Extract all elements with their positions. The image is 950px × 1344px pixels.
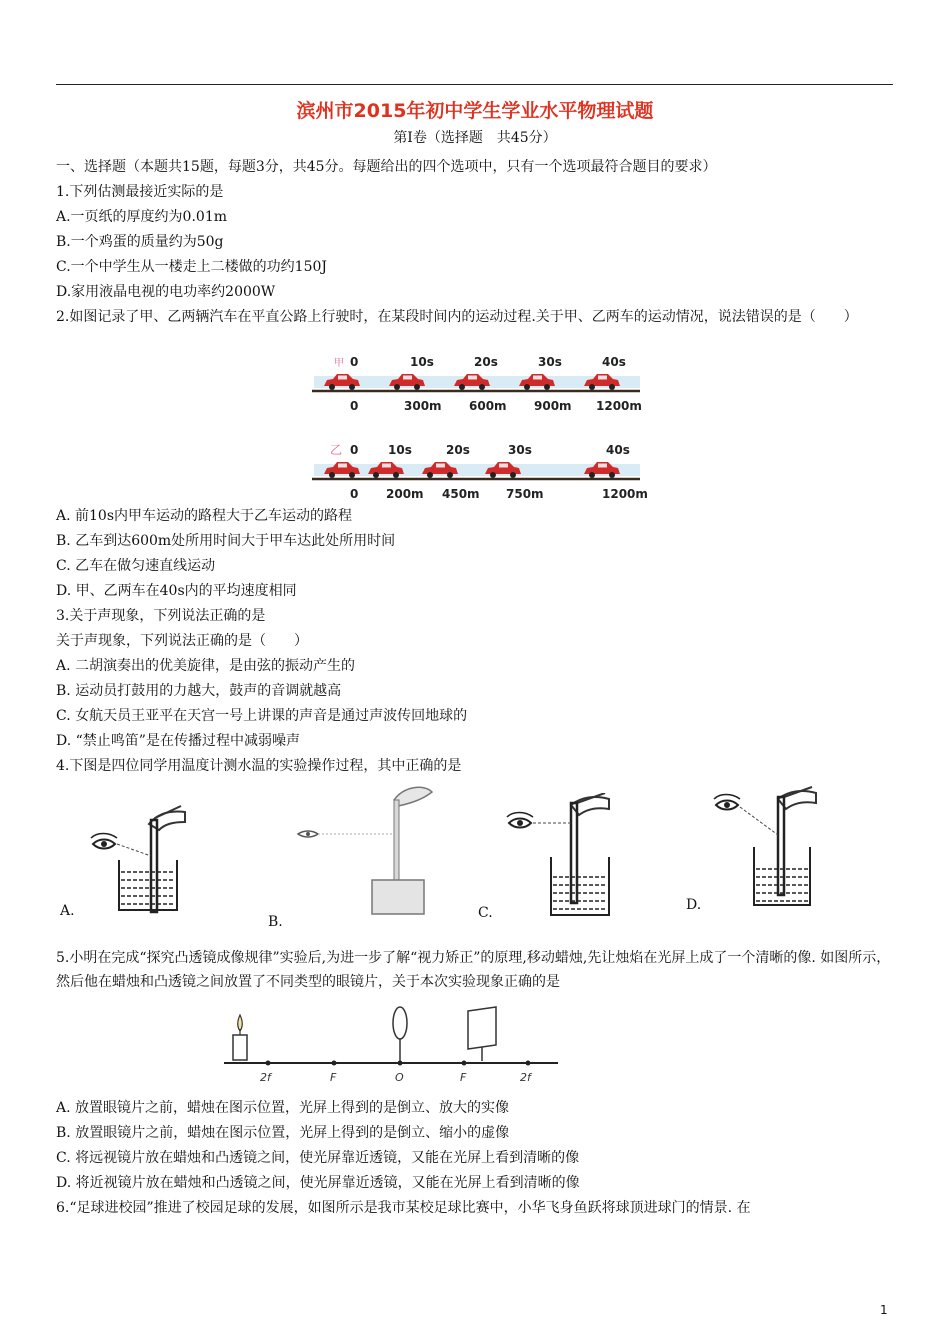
- jia-time-30: 30s: [538, 355, 562, 369]
- label-f-right: F: [460, 1071, 467, 1084]
- q3-stem: 3.关于声现象，下列说法正确的是: [56, 608, 266, 624]
- lens-bench-figure: [224, 1005, 564, 1087]
- q2-stem: 2.如图记录了甲、乙两辆汽车在平直公路上行驶时，在某段时间内的运动过程.关于甲、乙两车的运动情况，说法错误的是（ ）: [56, 309, 858, 325]
- q4-label-d: D.: [686, 897, 702, 913]
- jia-dist-900: 900m: [534, 399, 572, 413]
- header-rule: [56, 84, 893, 85]
- q3-option-a: A. 二胡演奏出的优美旋律，是由弦的振动产生的: [56, 658, 356, 674]
- yi-dist-1200: 1200m: [602, 487, 648, 501]
- q2-option-a: A. 前10s内甲车运动的路程大于乙车运动的路程: [56, 508, 353, 524]
- yi-dist-450: 450m: [442, 487, 480, 501]
- label-f-left: F: [330, 1071, 337, 1084]
- q1-option-d: D.家用液晶电视的电功率约2000W: [56, 284, 276, 300]
- q3-stem-repeat: 关于声现象，下列说法正确的是（ ）: [56, 633, 308, 649]
- q5-option-a: A. 放置眼镜片之前，蜡烛在图示位置，光屏上得到的是倒立、放大的实像: [56, 1100, 510, 1116]
- q4-stem: 4.下图是四位同学用温度计测水温的实验操作过程，其中正确的是: [56, 758, 462, 774]
- q1-option-a: A.一页纸的厚度约为0.01m: [56, 209, 228, 225]
- yi-time-40: 40s: [606, 443, 630, 457]
- yi-dist-200: 200m: [386, 487, 424, 501]
- thermometer-figure-c: [505, 793, 635, 918]
- yi-dist-0: 0: [350, 487, 359, 501]
- thermometer-figure-a: [85, 800, 195, 915]
- page-subtitle: 第Ⅰ卷（选择题 共45分）: [393, 130, 557, 146]
- q5-option-b: B. 放置眼镜片之前，蜡烛在图示位置，光屏上得到的是倒立、缩小的虚像: [56, 1125, 510, 1141]
- q4-label-c: C.: [478, 905, 493, 921]
- car-yi-label: 乙: [330, 443, 343, 457]
- thermometer-figure-d: [710, 785, 840, 910]
- yi-dist-750: 750m: [506, 487, 544, 501]
- q5-stem: 5.小明在完成“探究凸透镜成像规律”实验后,为进一步了解“视力矫正”的原理,移动蜡烛,先让烛焰在光屏上成了一个清晰的像. 如图所示，然后他在蜡烛和凸透镜之间放置了不同类型的眼镜片，关于本次实验现象正确的是: [56, 950, 891, 990]
- page-title: 滨州市2015年初中学生学业水平物理试题: [296, 100, 654, 122]
- label-2f-left: 2f: [260, 1071, 271, 1084]
- car-jia-label: 甲: [334, 358, 344, 369]
- jia-time-20: 20s: [474, 355, 498, 369]
- q1-option-b: B.一个鸡蛋的质量约为50g: [56, 234, 224, 250]
- q3-option-c: C. 女航天员王亚平在天宫一号上讲课的声音是通过声波传回地球的: [56, 708, 468, 724]
- jia-dist-600: 600m: [469, 399, 507, 413]
- yi-time-0: 0: [350, 443, 359, 457]
- yi-time-30: 30s: [508, 443, 532, 457]
- label-2f-right: 2f: [520, 1071, 531, 1084]
- q1-option-c: C.一个中学生从一楼走上二楼做的功约150J: [56, 259, 327, 275]
- q3-option-d: D. “禁止鸣笛”是在传播过程中减弱噪声: [56, 733, 300, 749]
- jia-dist-300: 300m: [404, 399, 442, 413]
- q5-option-c: C. 将远视镜片放在蜡烛和凸透镜之间，使光屏靠近透镜，又能在光屏上看到清晰的像: [56, 1150, 580, 1166]
- jia-time-40: 40s: [602, 355, 626, 369]
- q6-stem: 6.“足球进校园”推进了校园足球的发展，如图所示是我市某校足球比赛中，小华飞身鱼跃将球顶进球门的情景. 在: [56, 1200, 751, 1216]
- page-number: 1: [880, 1303, 888, 1317]
- q2-option-d: D. 甲、乙两车在40s内的平均速度相同: [56, 583, 297, 599]
- q4-label-b: B.: [268, 914, 283, 930]
- jia-time-10: 10s: [410, 355, 434, 369]
- q4-label-a: A.: [60, 903, 75, 919]
- q2-option-b: B. 乙车到达600m处所用时间大于甲车达此处所用时间: [56, 533, 396, 549]
- section-intro: 一、选择题（本题共15题，每题3分，共45分。每题给出的四个选项中，只有一个选项最符合题目的要求）: [56, 159, 717, 175]
- jia-time-0: 0: [350, 355, 359, 369]
- yi-time-20: 20s: [446, 443, 470, 457]
- yi-time-10: 10s: [388, 443, 412, 457]
- q5-option-d: D. 将近视镜片放在蜡烛和凸透镜之间，使光屏靠近透镜，又能在光屏上看到清晰的像: [56, 1175, 580, 1191]
- q3-option-b: B. 运动员打鼓用的力越大，鼓声的音调就越高: [56, 683, 342, 699]
- jia-dist-0: 0: [350, 399, 359, 413]
- q2-option-c: C. 乙车在做匀速直线运动: [56, 558, 216, 574]
- q1-stem: 1.下列估测最接近实际的是: [56, 184, 224, 200]
- thermometer-figure-b: [292, 780, 462, 915]
- car-motion-figure: [312, 348, 650, 503]
- label-o: O: [395, 1071, 404, 1084]
- jia-dist-1200: 1200m: [596, 399, 642, 413]
